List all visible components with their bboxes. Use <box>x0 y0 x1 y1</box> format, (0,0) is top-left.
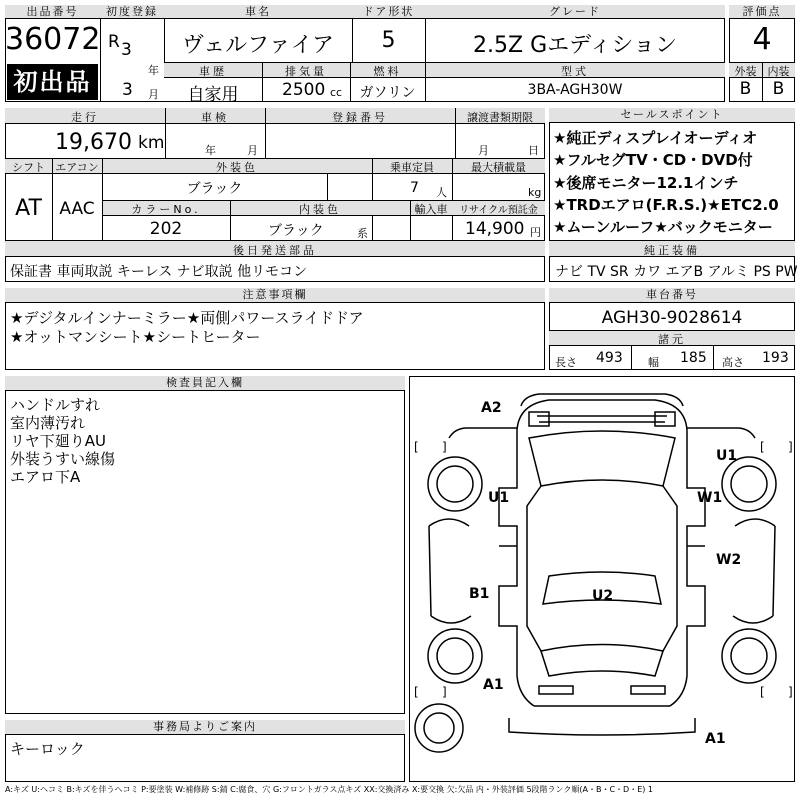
reg-month: 3 <box>122 80 133 100</box>
capacity-label: 乗車定員 <box>390 161 434 174</box>
history-label: 車歴 <box>199 65 227 78</box>
mark-u1-right: U1 <box>716 448 738 464</box>
exterior-grade-label: 外装 <box>734 65 757 78</box>
capacity-value: 7 <box>410 180 419 196</box>
load-label: 最大積載量 <box>471 161 526 174</box>
sales-points-label: セールスポイント <box>549 108 795 123</box>
reg-era: R <box>108 32 120 52</box>
mark-a2: A2 <box>481 400 502 416</box>
history-value: 自家用 <box>187 85 239 105</box>
year-unit: 年 <box>148 64 159 77</box>
model-name: ヴェルファイア <box>181 33 335 58</box>
color-no-value: 202 <box>149 219 183 239</box>
ac-value: AAC <box>59 199 95 219</box>
inspector-line-3: リヤ下廻りAU <box>10 432 106 450</box>
inspection-year-unit: 年 <box>205 144 216 157</box>
displacement-label: 排気量 <box>285 65 327 78</box>
shift-value: AT <box>15 196 42 221</box>
displacement-value: 2500 <box>282 80 326 100</box>
mark-u2: U2 <box>592 588 614 604</box>
recycle-value: 14,900 <box>465 219 525 239</box>
type-value: 3BA-AGH30W <box>527 82 623 98</box>
transfer-day-unit: 日 <box>528 144 539 157</box>
mark-w1: W1 <box>697 490 723 506</box>
displacement-unit: cc <box>330 86 343 99</box>
mark-b1: B1 <box>469 586 490 602</box>
interior-color-suffix: 系 <box>357 227 368 240</box>
grade-label: グレード <box>425 5 725 19</box>
reg-number-label: 登録番号 <box>332 111 388 124</box>
score-value: 4 <box>752 22 772 57</box>
length-label: 長さ <box>555 356 577 369</box>
exterior-grade-value: B <box>739 79 752 99</box>
first-listing-badge: 初出品 <box>7 64 98 100</box>
inspection-label: 車検 <box>201 111 229 124</box>
height-label: 高さ <box>722 356 744 369</box>
interior-grade-value: B <box>772 79 785 99</box>
notes-line-2: ★オットマンシート★シートヒーター <box>10 328 261 346</box>
chassis-number: AGH30-9028614 <box>601 308 743 328</box>
transfer-month-unit: 月 <box>478 144 489 157</box>
type-label: 型式 <box>561 65 589 78</box>
notes-label: 注意事項欄 <box>5 288 545 303</box>
lot-number: 36072 <box>5 22 101 57</box>
later-parts-value: 保証書 車両取説 キーレス ナビ取説 他リモコン <box>10 264 308 280</box>
chassis-label: 車台番号 <box>549 288 795 303</box>
transfer-label: 譲渡書類期限 <box>467 111 533 124</box>
equipment-label: 純正装備 <box>644 244 700 257</box>
length-value: 493 <box>596 350 623 366</box>
inspection-month-unit: 月 <box>247 144 258 157</box>
notes-line-1: ★デジタルインナーミラー★両側パワースライドドア <box>10 309 364 327</box>
shift-label: シフト <box>12 161 45 174</box>
doors-label: ドア形状 <box>352 5 425 19</box>
color-no-label: カラーNo. <box>131 203 201 216</box>
fuel-label: 燃料 <box>373 65 402 78</box>
interior-color-label: 内装色 <box>299 203 341 216</box>
recycle-unit: 円 <box>530 226 541 239</box>
office-label: 事務局よりご案内 <box>5 720 405 735</box>
month-unit: 月 <box>148 88 159 101</box>
sales-point-5: ★ムーンルーフ★バックモニター <box>553 218 773 236</box>
mileage-label: 走行 <box>71 111 99 124</box>
doors-value: 5 <box>381 28 396 53</box>
model-label: 車名 <box>164 5 352 19</box>
dims-label: 諸元 <box>658 333 686 346</box>
later-parts-label: 後日発送部品 <box>233 244 317 257</box>
width-label: 幅 <box>648 356 659 369</box>
score-label: 評価点 <box>729 5 795 19</box>
sales-point-4: ★TRDエアロ(F.R.S.)★ETC2.0 <box>553 196 779 214</box>
inspector-line-1: ハンドルすれ <box>10 396 101 414</box>
mileage-unit: km <box>138 133 165 153</box>
grade-value: 2.5Z Gエディション <box>473 33 677 58</box>
fuel-value: ガソリン <box>359 85 416 101</box>
interior-color-value: ブラック <box>268 223 324 239</box>
mark-a1-left: A1 <box>483 677 504 693</box>
mark-a1-bottom: A1 <box>705 731 726 747</box>
inspector-line-5: エアロ下A <box>10 468 81 486</box>
sales-point-3: ★後席モニター12.1インチ <box>553 174 739 192</box>
height-value: 193 <box>762 350 789 366</box>
capacity-unit: 人 <box>436 186 447 199</box>
legend-text: A:キズ U:ヘコミ B:キズを伴うヘコミ P:要塗装 W:補修跡 S:錆 C:腐食、穴 G:フロントガラス点キズ XX:交換済み X:要交換 欠:欠品 内・外装評価 5段階ランク順(A・B・C・D・E) 1 <box>5 785 654 794</box>
mark-u1-left: U1 <box>488 490 510 506</box>
load-unit: kg <box>528 186 542 199</box>
mark-w2: W2 <box>716 552 742 568</box>
color-label: 外装色 <box>216 161 258 174</box>
recycle-label: リサイクル預託金 <box>459 205 538 216</box>
inspector-line-4: 外装うすい線傷 <box>10 450 116 468</box>
width-value: 185 <box>680 350 707 366</box>
sales-point-2: ★フルセグTV・CD・DVD付 <box>553 151 753 169</box>
lot-label: 出品番号 <box>5 5 100 19</box>
color-value: ブラック <box>186 181 243 197</box>
mileage-value: 19,670 <box>55 130 132 155</box>
reg-label: 初度登録 <box>100 5 164 19</box>
reg-year: 3 <box>121 40 132 60</box>
inspector-line-2: 室内薄汚れ <box>10 414 86 432</box>
inspector-label: 検査員記入欄 <box>5 376 405 391</box>
ac-label: エアコン <box>55 161 99 174</box>
import-label: 輸入車 <box>414 203 448 216</box>
equipment-value: ナビ TV SR カワ エアB アルミ PS PW <box>555 264 798 280</box>
sales-point-1: ★純正ディスプレイオーディオ <box>553 129 758 147</box>
car-diagram <box>409 376 795 782</box>
office-text: キーロック <box>10 740 85 758</box>
interior-grade-label: 内装 <box>767 65 790 78</box>
